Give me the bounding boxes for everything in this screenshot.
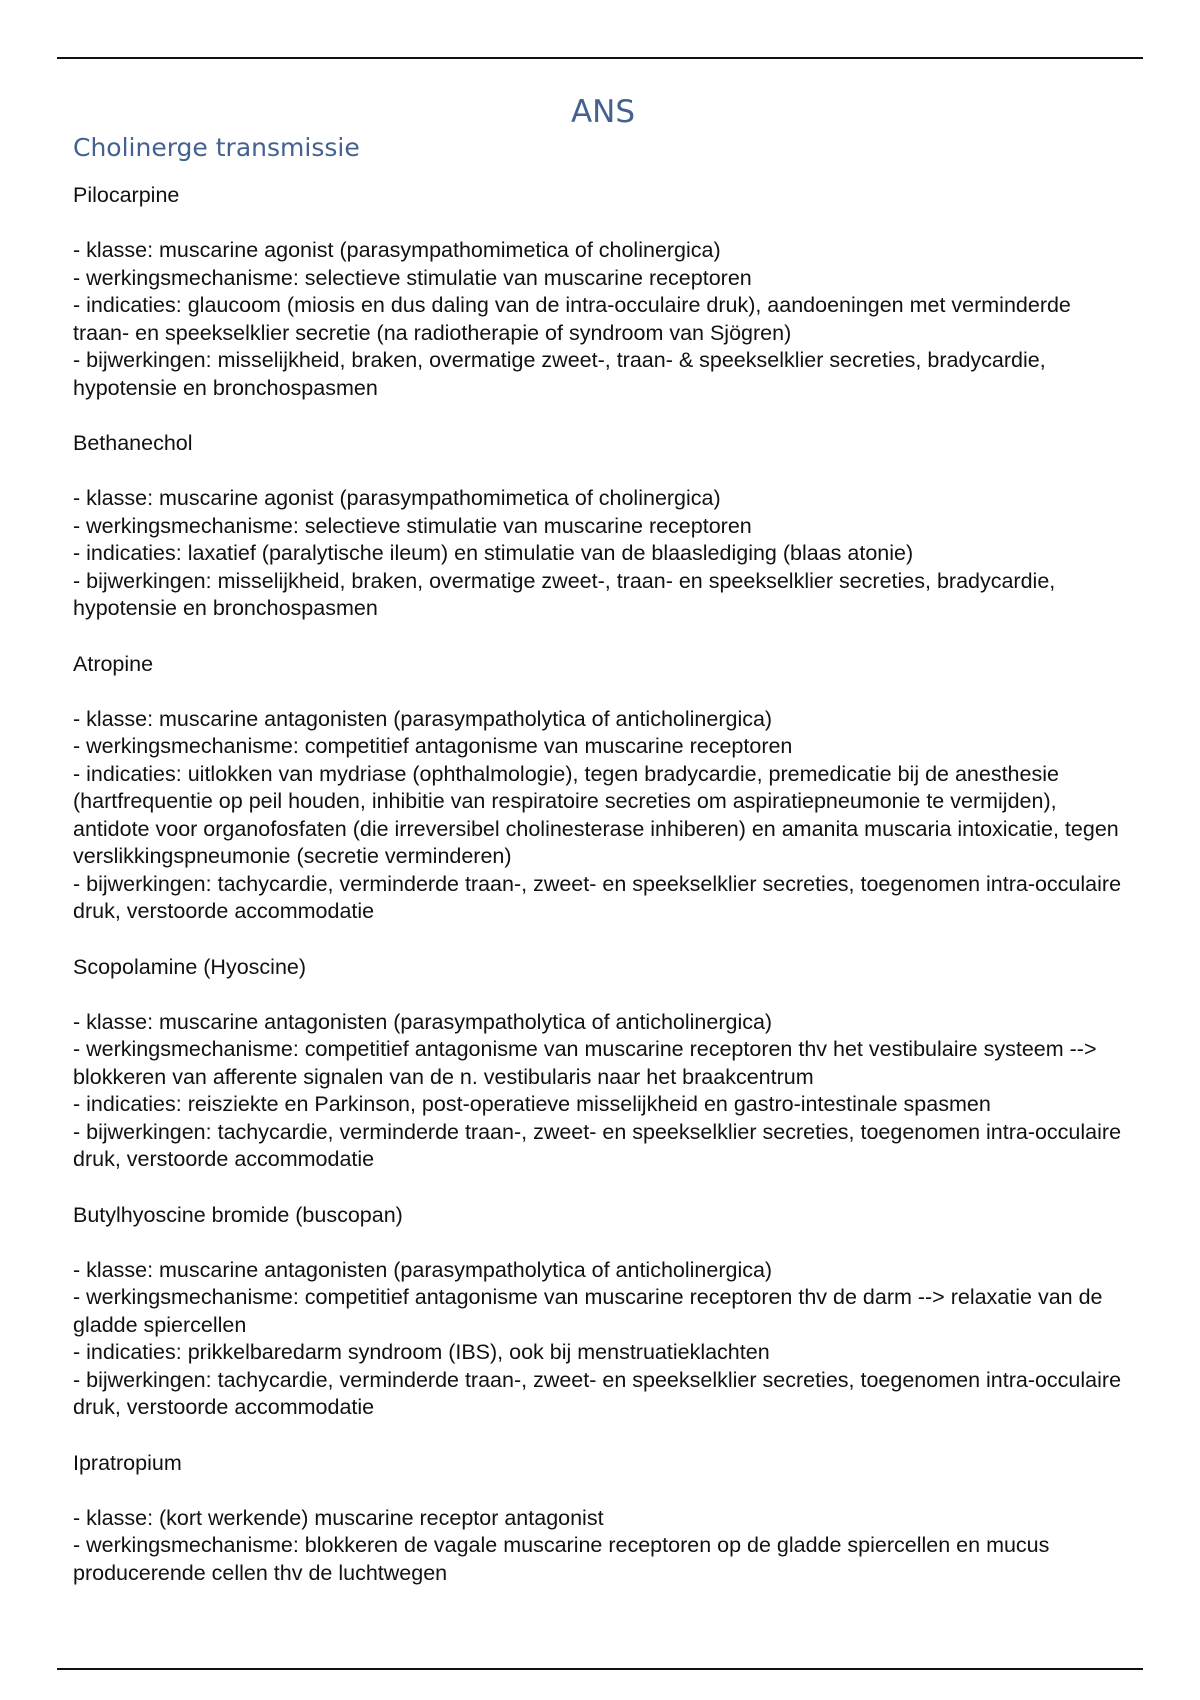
drug-mechanism-line: - werkingsmechanisme: competitief antagonisme van muscarine receptoren thv het vestibulaire systeem --> blokkeren van afferente signalen van de n. vestibularis naar het braakcentrum	[73, 1037, 1097, 1089]
drug-details	[73, 237, 1133, 402]
drug-name: Bethanechol	[73, 431, 193, 455]
drug-mechanism-line: - werkingsmechanisme: selectieve stimulatie van muscarine receptoren	[73, 265, 752, 290]
section-heading: Cholinerge transmissie	[73, 133, 360, 162]
drug-name: Scopolamine (Hyoscine)	[73, 954, 307, 979]
drug-indications-line: - indicaties: reisziekte en Parkinson, post-operatieve misselijkheid en gastro-intestinale spasmen	[73, 1092, 991, 1116]
drug-mechanism-line: - werkingsmechanisme: blokkeren de vagale muscarine receptoren op de gladde spiercellen en mucus producerende cellen thv de luchtwegen	[73, 1533, 1050, 1585]
drug-details	[73, 1505, 1133, 1588]
drug-indications-line: - indicaties: prikkelbaredarm syndroom (IBS), ook bij menstruatieklachten	[73, 1340, 770, 1364]
drug-details	[73, 485, 1133, 623]
drug-entry-atropine	[73, 651, 1133, 926]
drug-details	[73, 1009, 1133, 1174]
drug-side-effects-line: - bijwerkingen: misselijkheid, braken, overmatige zweet-, traan- en speekselklier secreties, bradycardie, hypotensie en bronchospasmen	[73, 568, 1056, 620]
drug-entry-bethanechol	[73, 430, 1133, 623]
drug-entry-scopolamine	[73, 954, 1133, 1174]
drug-mechanism-line: - werkingsmechanisme: competitief antagonisme van muscarine receptoren thv de darm --> relaxatie van de gladde spiercellen	[73, 1285, 1103, 1337]
drug-class-line: - klasse: muscarine antagonisten (parasympatholytica of anticholinergica)	[73, 1257, 773, 1282]
document-page	[73, 92, 1133, 1615]
drug-name: Butylhyoscine bromide (buscopan)	[73, 1202, 403, 1227]
drug-side-effects-line: - bijwerkingen: tachycardie, verminderde traan-, zweet- en speekselklier secreties, toegenomen intra-occulaire druk, verstoorde accommodatie	[73, 1119, 1122, 1171]
drug-name: Atropine	[73, 651, 154, 676]
drug-class-line: - klasse: muscarine agonist (parasympathomimetica of cholinergica)	[73, 486, 721, 510]
drug-details	[73, 1257, 1133, 1422]
drug-side-effects-line: - bijwerkingen: tachycardie, verminderde traan-, zweet- en speekselklier secreties, toegenomen intra-occulaire druk, verstoorde accommodatie	[73, 871, 1122, 923]
drug-class-line: - klasse: muscarine antagonisten (parasympatholytica of anticholinergica)	[73, 1009, 773, 1034]
drug-entry-ipratropium	[73, 1450, 1133, 1588]
bottom-rule	[57, 1668, 1143, 1670]
drug-entry-butylhyoscine	[73, 1202, 1133, 1422]
drug-mechanism-line: - werkingsmechanisme: competitief antagonisme van muscarine receptoren	[73, 734, 793, 758]
drug-name: Ipratropium	[73, 1450, 182, 1475]
drug-indications-line: - indicaties: laxatief (paralytische ileum) en stimulatie van de blaaslediging (blaas atonie)	[73, 541, 914, 565]
drug-side-effects-line: - bijwerkingen: misselijkheid, braken, overmatige zweet-, traan- & speekselklier secreties, bradycardie, hypotensie en bronchospasmen	[73, 348, 1046, 400]
drug-side-effects-line: - bijwerkingen: tachycardie, verminderde traan-, zweet- en speekselklier secreties, toegenomen intra-occulaire druk, verstoorde accommodatie	[73, 1367, 1122, 1419]
top-rule	[57, 57, 1143, 59]
document-title: ANS	[570, 94, 636, 130]
drug-mechanism-line: - werkingsmechanisme: selectieve stimulatie van muscarine receptoren	[73, 513, 752, 538]
drug-class-line: - klasse: muscarine antagonisten (parasympatholytica of anticholinergica)	[73, 706, 773, 731]
drug-indications-line: - indicaties: glaucoom (miosis en dus daling van de intra-occulaire druk), aandoeningen met verminderde traan- en speekselklier secretie (na radiotherapie of syndroom van Sjögren)	[73, 293, 1071, 345]
drug-name: Pilocarpine	[73, 183, 180, 207]
drug-details	[73, 706, 1133, 926]
drug-class-line: - klasse: (kort werkende) muscarine receptor antagonist	[73, 1505, 604, 1530]
drug-entry-pilocarpine	[73, 182, 1133, 402]
drug-indications-line: - indicaties: uitlokken van mydriase (ophthalmologie), tegen bradycardie, premedicatie bij de anesthesie (hartfrequentie op peil houden, inhibitie van respiratoire secreties om aspiratiepneumonie te vermijden), antidote voor organofosfaten (die irreversibel cholinesterase inhiberen) en amanita muscaria intoxicatie, tegen verslikkingspneumonie (secretie verminderen)	[73, 761, 1119, 868]
drug-class-line: - klasse: muscarine agonist (parasympathomimetica of cholinergica)	[73, 238, 721, 262]
